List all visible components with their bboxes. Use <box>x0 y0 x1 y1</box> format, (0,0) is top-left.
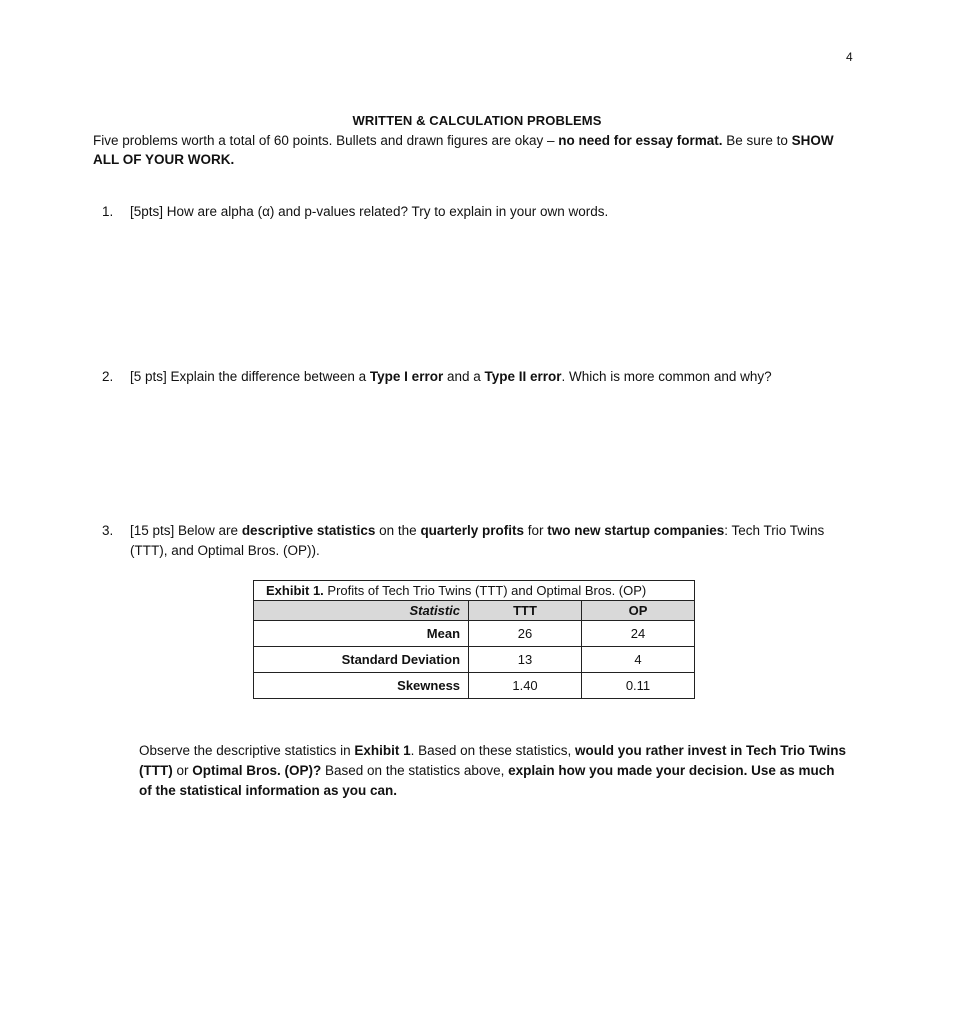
problem-3-text-2: on the <box>375 523 421 538</box>
page-number: 4 <box>846 50 853 64</box>
problem-text <box>130 367 842 387</box>
problem-2-text-3: . Which is more common and why? <box>561 369 772 384</box>
table-header-row <box>254 601 695 621</box>
header-statistic: Statistic <box>254 601 469 621</box>
problem-2-bold-2: Type II error <box>484 369 562 384</box>
problem-3-bold-3: two new startup companies <box>547 523 725 538</box>
problem-2-bold-1: Type I error <box>369 369 444 384</box>
problem-2-text-2: and a <box>443 369 485 384</box>
intro-text-2: Be sure to <box>722 133 792 148</box>
problem-3-text-3: for <box>523 523 548 538</box>
table-row <box>254 673 695 699</box>
cell-ttt-mean: 26 <box>469 621 582 647</box>
observe-text-2: . Based on these statistics, <box>410 743 575 758</box>
problem-3-bold-1: descriptive statistics <box>241 523 376 538</box>
observe-bold-2: would you rather invest in Tech Trio Twins (TTT) <box>139 743 846 778</box>
row-label-mean: Mean <box>254 621 469 647</box>
problem-3-text-4: : Tech Trio Twins (TTT), and Optimal Bros. (OP)). <box>130 523 825 558</box>
exhibit-caption-label: Exhibit 1. <box>266 583 324 598</box>
row-label-skewness: Skewness <box>254 673 469 699</box>
table-row <box>254 621 695 647</box>
observe-text-3: or <box>172 763 193 778</box>
observe-text-4: Based on the statistics above, <box>321 763 509 778</box>
problem-text: [5pts] How are alpha (α) and p-values related? Try to explain in your own words. <box>130 204 609 219</box>
intro-bold-2: SHOW ALL OF YOUR WORK. <box>93 133 834 167</box>
cell-op-skewness: 0.11 <box>582 673 695 699</box>
problem-number: 1. <box>102 204 114 219</box>
problem-3-bold-2: quarterly profits <box>420 523 524 538</box>
exhibit-caption <box>254 581 695 601</box>
header-op: OP <box>582 601 695 621</box>
problem-number: 3. <box>102 523 114 538</box>
problem-2-text-1: [5 pts] Explain the difference between a <box>130 369 370 384</box>
intro-bold-1: no need for essay format. <box>558 133 723 148</box>
observe-bold-3: Optimal Bros. (OP)? <box>192 763 322 778</box>
problem-2 <box>102 367 842 387</box>
cell-op-std-dev: 4 <box>582 647 695 673</box>
intro-text-1: Five problems worth a total of 60 points. Bullets and drawn figures are okay – <box>93 133 559 148</box>
table-row <box>254 647 695 673</box>
section-title: WRITTEN & CALCULATION PROBLEMS <box>352 113 602 128</box>
observe-bold-4: explain how you made your decision. Use as much of the statistical information as you can. <box>139 763 835 798</box>
observe-text-1: Observe the descriptive statistics in <box>139 743 355 758</box>
row-label-std-dev: Standard Deviation <box>254 647 469 673</box>
cell-op-mean: 24 <box>582 621 695 647</box>
exhibit-caption-text: Profits of Tech Trio Twins (TTT) and Optimal Bros. (OP) <box>323 583 647 598</box>
cell-ttt-std-dev: 13 <box>469 647 582 673</box>
problem-text <box>130 521 842 561</box>
cell-ttt-skewness: 1.40 <box>469 673 582 699</box>
header-ttt: TTT <box>469 601 582 621</box>
observe-paragraph <box>139 741 849 801</box>
problem-1 <box>102 202 842 222</box>
problem-3 <box>102 521 842 561</box>
exhibit-1-table <box>253 580 695 699</box>
problem-3-text-1: [15 pts] Below are <box>130 523 242 538</box>
problem-number: 2. <box>102 369 114 384</box>
intro-paragraph <box>93 131 853 169</box>
observe-bold-1: Exhibit 1 <box>354 743 411 758</box>
